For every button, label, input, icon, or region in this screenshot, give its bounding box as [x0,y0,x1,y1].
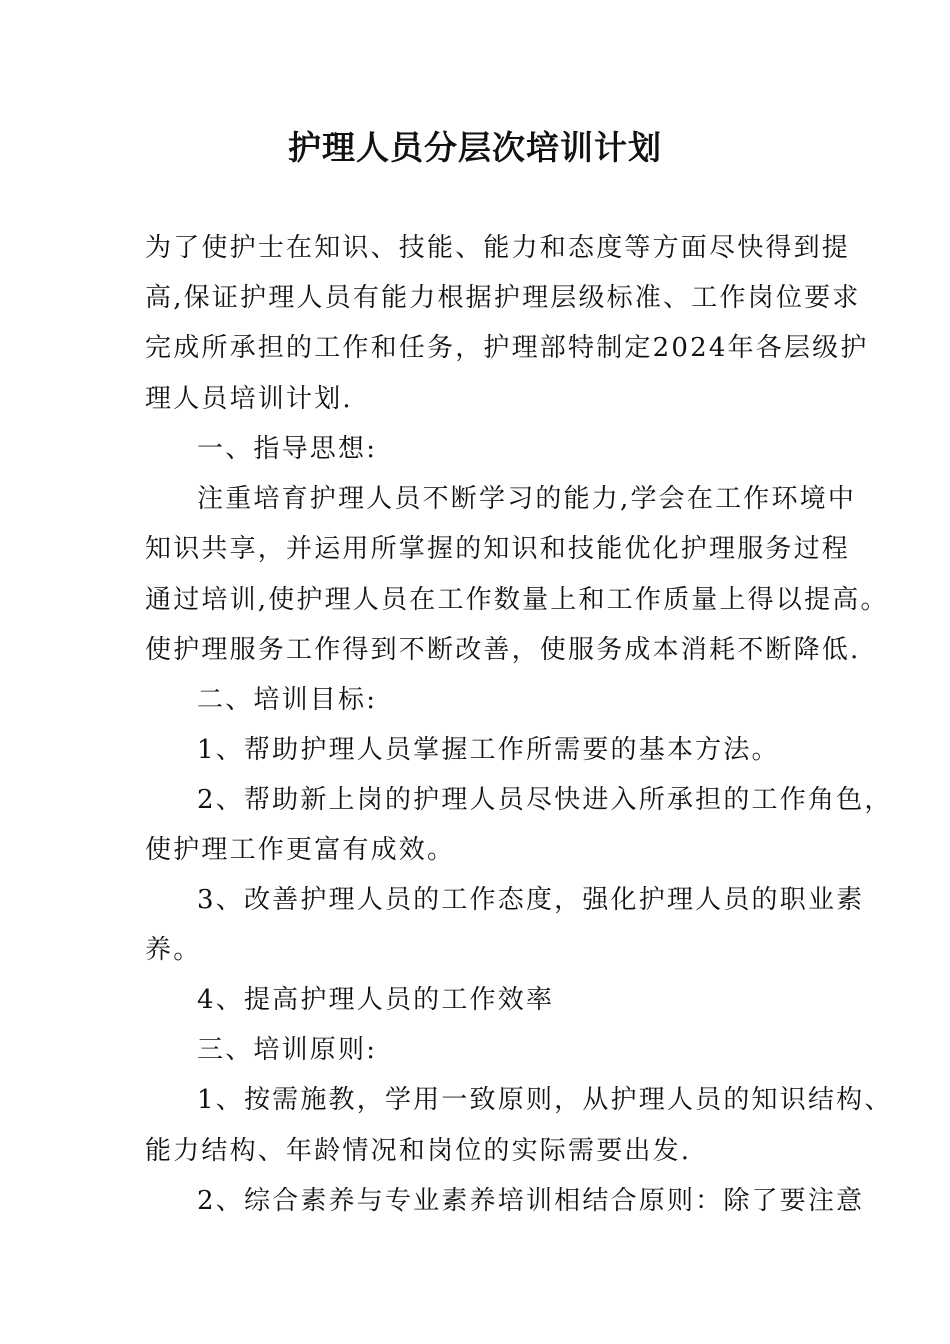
list-item: 4、提高护理人员的工作效率 [197,985,555,1015]
paragraph-line: 知识共享，并运用所掌握的知识和技能优化护理服务过程 [145,534,851,564]
list-item: 2、帮助新上岗的护理人员尽快进入所承担的工作角色， [197,785,893,815]
paragraph-line: 理人员培训计划. [145,384,353,414]
list-item: 1、帮助护理人员掌握工作所需要的基本方法。 [197,735,780,765]
paragraph-line: 使护理服务工作得到不断改善，使服务成本消耗不断降低. [145,635,861,665]
paragraph-line: 能力结构、年龄情况和岗位的实际需要出发. [145,1136,692,1166]
paragraph-line: 通过培训,使护理人员在工作数量上和工作质量上得以提高。 [145,585,889,615]
list-item: 3、改善护理人员的工作态度，强化护理人员的职业素 [197,885,865,915]
paragraph-line: 为了使护士在知识、技能、能力和态度等方面尽快得到提 [145,233,851,263]
paragraph-line: 使护理工作更富有成效。 [145,835,456,865]
section-heading: 三、培训原则: [197,1035,378,1065]
paragraph-line: 养。 [145,935,202,965]
list-item: 1、按需施教，学用一致原则，从护理人员的知识结构、 [197,1085,893,1115]
section-heading: 一、指导思想: [197,434,378,464]
section-heading: 二、培训目标: [197,685,378,715]
paragraph-line: 高,保证护理人员有能力根据护理层级标准、工作岗位要求 [145,283,861,313]
list-item: 2、综合素养与专业素养培训相结合原则：除了要注意 [197,1186,865,1216]
paragraph-line: 完成所承担的工作和任务，护理部特制定2024年各层级护 [145,333,869,363]
paragraph-line: 注重培育护理人员不断学习的能力,学会在工作环境中 [197,484,857,514]
document-title: 护理人员分层次培训计划 [288,128,662,167]
